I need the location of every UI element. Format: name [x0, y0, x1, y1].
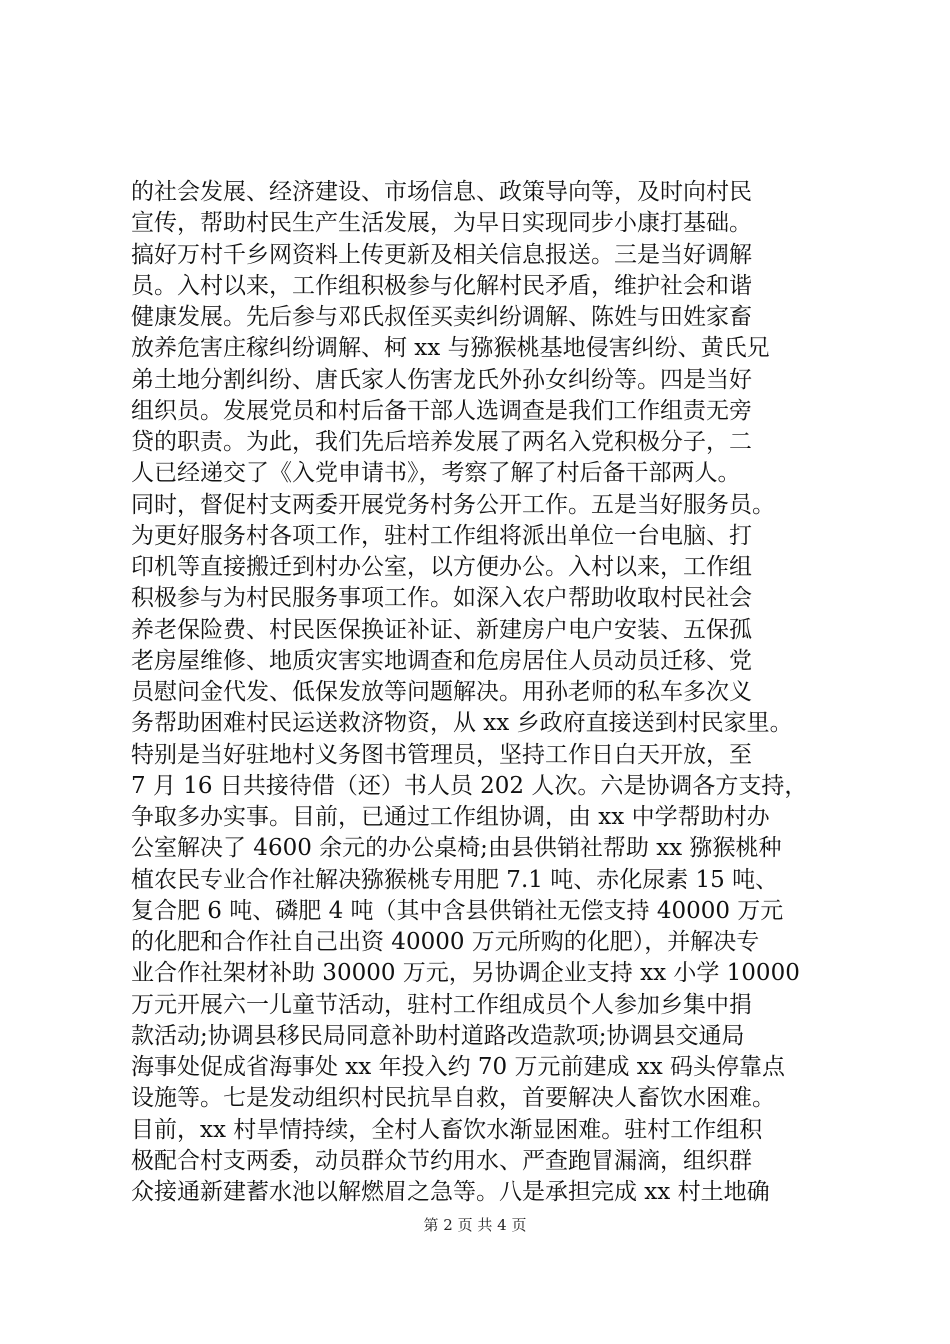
text-line: 人已经递交了《入党申请书》，考察了解了村后备干部两人。 [131, 460, 741, 487]
text-line: 复合肥 6 吨、磷肥 4 吨（其中含县供销社无偿支持 40000 万元 [131, 897, 784, 924]
text-line: 争取多办实事。目前，已通过工作组协调，由 xx 中学帮助村办 [131, 804, 770, 830]
text-line: 员。入村以来，工作组积极参与化解村民矛盾，维护社会和谐 [131, 272, 752, 299]
text-line: 目前，xx 村旱情持续，全村人畜饮水渐显困难。驻村工作组积 [131, 1116, 763, 1143]
text-line: 养老保险费、村民医保换证补证、新建房户电户安装、五保孤 [131, 616, 752, 643]
text-line: 贷的职责。为此，我们先后培养发展了两名入党积极分子，二 [131, 429, 752, 455]
body-text [131, 177, 831, 1208]
text-line: 员慰问金代发、低保发放等问题解决。用孙老师的私车多次义 [131, 679, 752, 705]
text-line: 健康发展。先后参与邓氏叔侄买卖纠纷调解、陈姓与田姓家畜 [131, 304, 752, 330]
text-line: 公室解决了 4600 余元的办公桌椅;由县供销社帮助 xx 猕猴桃种 [131, 835, 782, 862]
text-line: 搞好万村千乡网资料上传更新及相关信息报送。三是当好调解 [131, 241, 752, 268]
text-line: 同时，督促村支两委开展党务村务公开工作。五是当好服务员。 [131, 491, 775, 518]
text-line: 海事处促成省海事处 xx 年投入约 70 万元前建成 xx 码头停靠点 [131, 1054, 786, 1080]
text-line: 组织员。发展党员和村后备干部人选调查是我们工作组责无旁 [131, 397, 752, 424]
text-line: 的社会发展、经济建设、市场信息、政策导向等，及时向村民 [131, 179, 752, 205]
text-line: 设施等。七是发动组织村民抗旱自救，首要解决人畜饮水困难。 [131, 1085, 775, 1112]
page-footer: 第 2 页 共 4 页 [423, 1216, 527, 1234]
text-line: 的化肥和合作社自己出资 40000 万元所购的化肥），并解决专 [131, 929, 760, 955]
text-line: 为更好服务村各项工作，驻村工作组将派出单位一台电脑、打 [131, 522, 752, 549]
text-line: 务帮助困难村民运送救济物资，从 xx 乡政府直接送到村民家里。 [131, 710, 793, 737]
text-line: 积极参与为村民服务事项工作。如深入农户帮助收取村民社会 [131, 585, 752, 612]
text-line: 业合作社架材补助 30000 万元，另协调企业支持 xx 小学 10000 [131, 960, 800, 987]
text-line: 弟土地分割纠纷、唐氏家人伤害龙氏外孙女纠纷等。四是当好 [131, 366, 752, 393]
text-line: 宣传，帮助村民生产生活发展，为早日实现同步小康打基础。 [131, 210, 752, 237]
text-line: 众接通新建蓄水池以解燃眉之急等。八是承担完成 xx 村土地确 [131, 1179, 770, 1205]
text-line: 植农民专业合作社解决猕猴桃专用肥 7.1 吨、赤化尿素 15 吨、 [131, 866, 779, 893]
text-line: 印机等直接搬迁到村办公室，以方便办公。入村以来，工作组 [131, 554, 752, 580]
text-line: 老房屋维修、地质灾害实地调查和危房居住人员动员迁移、党 [131, 647, 752, 674]
text-line: 7 月 16 日共接待借（还）书人员 202 人次。六是协调各方支持， [131, 772, 808, 799]
text-line: 极配合村支两委，动员群众节约用水、严查跑冒漏滴，组织群 [131, 1147, 752, 1174]
text-line: 放养危害庄稼纠纷调解、柯 xx 与猕猴桃基地侵害纠纷、黄氏兄 [131, 335, 770, 362]
text-line: 款活动;协调县移民局同意补助村道路改造款项;协调县交通局 [131, 1022, 745, 1049]
text-line: 特别是当好驻地村义务图书管理员，坚持工作日白天开放，至 [131, 741, 752, 768]
text-line: 万元开展六一儿童节活动，驻村工作组成员个人参加乡集中捐 [131, 991, 752, 1018]
